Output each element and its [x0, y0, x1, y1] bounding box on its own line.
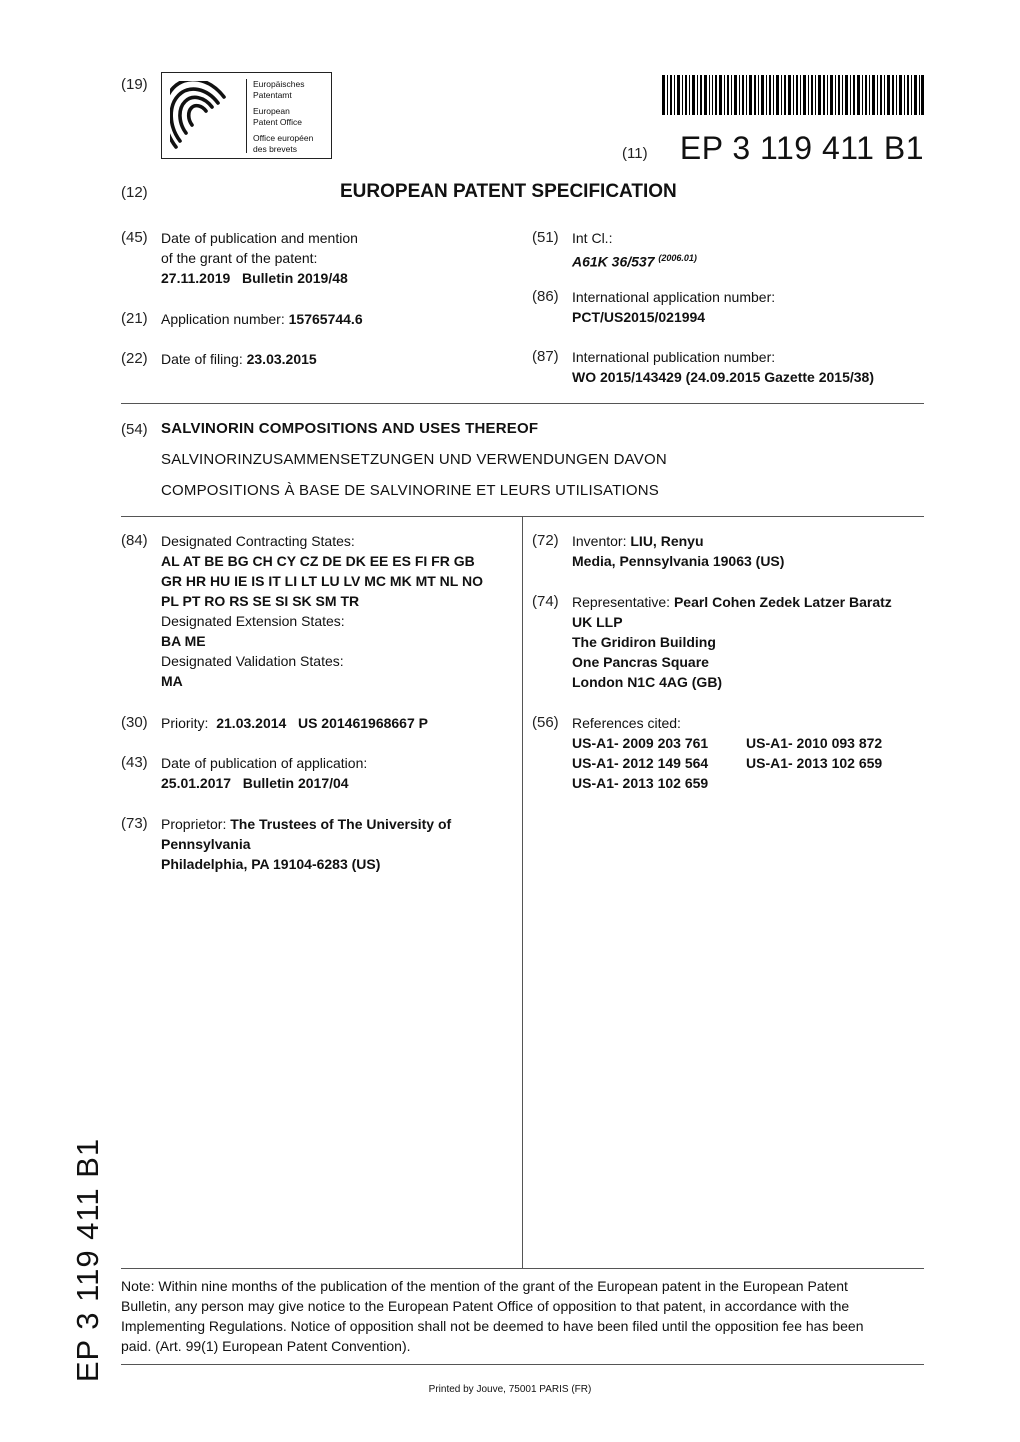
application-number: 15765744.6: [288, 311, 363, 327]
office-name-fr-1: Office européen: [253, 133, 314, 143]
contracting-states-line-2: GR HR HU IE IS IT LI LT LU LV MC MK MT NL NO: [161, 573, 483, 589]
column-divider: [522, 516, 523, 1268]
code-11: (11): [622, 145, 648, 162]
field-87: [572, 347, 874, 387]
application-number-label: Application number:: [161, 311, 289, 327]
divider: [121, 403, 924, 404]
side-publication-number-text: EP 3 119 411 B1: [70, 1137, 105, 1383]
reference-row: [572, 773, 882, 793]
note-line-2: Bulletin, any person may give notice to the European Patent Office of opposition to that patent, in accordance with the: [121, 1298, 850, 1314]
field-43: [161, 753, 367, 793]
representative-line-5: London N1C 4AG (GB): [572, 674, 723, 690]
office-name-en-1: European: [253, 106, 290, 116]
reference-row: [572, 753, 882, 773]
proprietor-line-1: The Trustees of The University of: [230, 816, 452, 832]
intl-pub-label: International publication number:: [572, 349, 776, 365]
field-45-label-2: of the grant of the patent:: [161, 250, 318, 266]
intl-app-label: International application number:: [572, 289, 776, 305]
representative-label: Representative:: [572, 594, 674, 610]
code-54: (54): [121, 421, 148, 438]
filing-date-label: Date of filing:: [161, 351, 247, 367]
reference: US-A1- 2013 102 659: [572, 775, 709, 791]
office-name-fr-2: des brevets: [253, 143, 297, 154]
office-names: [253, 79, 313, 154]
epo-logo-icon: [170, 81, 242, 153]
reference: US-A1- 2012 149 564: [572, 755, 709, 771]
inventor-address: Media, Pennsylvania 19063 (US): [572, 553, 785, 569]
code-21: (21): [121, 310, 148, 327]
opposition-note: [121, 1276, 924, 1356]
representative-line-4: One Pancras Square: [572, 654, 709, 670]
note-line-3: Implementing Regulations. Notice of opposition shall not be deemed to have been filed until the opposition fee has been: [121, 1318, 864, 1334]
field-51: [572, 228, 697, 272]
int-cl-version: (2006.01): [658, 253, 697, 263]
title-de: SALVINORINZUSAMMENSETZUNGEN UND VERWENDUNGEN DAVON: [161, 451, 667, 468]
logo-divider: [246, 79, 247, 153]
printer-footer: Printed by Jouve, 75001 PARIS (FR): [428, 1384, 592, 1395]
code-73: (73): [121, 815, 148, 832]
divider: [121, 1268, 924, 1269]
reference: US-A1- 2010 093 872: [746, 735, 883, 751]
reference: US-A1- 2013 102 659: [746, 755, 883, 771]
inventor-label: Inventor:: [572, 533, 631, 549]
epo-logo: [161, 72, 332, 159]
code-56: (56): [532, 714, 559, 731]
extension-states: BA ME: [161, 633, 206, 649]
code-72: (72): [532, 532, 559, 549]
note-line-4: paid. (Art. 99(1) European Patent Convention).: [121, 1338, 411, 1354]
publication-number: EP 3 119 411 B1: [679, 130, 924, 166]
code-43: (43): [121, 754, 148, 771]
field-72: [572, 531, 784, 571]
inventor-name: LIU, Renyu: [630, 533, 704, 549]
references-label: References cited:: [572, 715, 681, 731]
reference: US-A1- 2009 203 761: [572, 735, 709, 751]
representative-line-2: UK LLP: [572, 614, 623, 630]
contracting-states-label: Designated Contracting States:: [161, 533, 355, 549]
code-51: (51): [532, 229, 559, 246]
app-pub-bulletin: Bulletin 2017/04: [242, 775, 349, 791]
grant-bulletin: Bulletin 2019/48: [241, 270, 348, 286]
office-name-de-2: Patentamt: [253, 89, 292, 100]
field-74: [572, 592, 892, 692]
proprietor-label: Proprietor:: [161, 816, 231, 832]
code-84: (84): [121, 532, 148, 549]
field-45-label-1: Date of publication and mention: [161, 230, 358, 246]
field-56: [572, 713, 882, 793]
code-30: (30): [121, 714, 148, 731]
app-pub-label: Date of publication of application:: [161, 755, 368, 771]
code-12: (12): [121, 184, 148, 201]
title-fr: COMPOSITIONS À BASE DE SALVINORINE ET LEURS UTILISATIONS: [161, 482, 659, 499]
field-21: [161, 309, 363, 329]
priority-label: Priority:: [161, 715, 213, 731]
filing-date: 23.03.2015: [246, 351, 317, 367]
representative-line-3: The Gridiron Building: [572, 634, 716, 650]
representative-line-1: Pearl Cohen Zedek Latzer Baratz: [673, 594, 892, 610]
code-87: (87): [532, 348, 559, 365]
field-86: [572, 287, 775, 327]
proprietor-line-3: Philadelphia, PA 19104-6283 (US): [161, 856, 381, 872]
contracting-states-line-3: PL PT RO RS SE SI SK SM TR: [161, 593, 360, 609]
validation-states-label: Designated Validation States:: [161, 653, 344, 669]
field-22: [161, 349, 317, 369]
app-pub-date: 25.01.2017: [161, 775, 232, 791]
grant-date: 27.11.2019: [161, 270, 231, 286]
field-45: [161, 228, 358, 288]
validation-states: MA: [161, 673, 183, 689]
office-name-de-1: Europäisches: [253, 79, 305, 89]
field-30: [161, 713, 428, 733]
code-19: (19): [121, 76, 148, 93]
int-cl-label: Int Cl.:: [572, 230, 613, 246]
reference-row: [572, 733, 882, 753]
priority-value: 21.03.2014 US 201461968667 P: [216, 715, 428, 731]
document-type: EUROPEAN PATENT SPECIFICATION: [340, 181, 677, 202]
barcode-icon: [662, 75, 924, 115]
intl-pub-number: WO 2015/143429 (24.09.2015 Gazette 2015/38): [572, 369, 874, 385]
contracting-states-line-1: AL AT BE BG CH CY CZ DE DK EE ES FI FR GB: [161, 553, 475, 569]
proprietor-line-2: Pennsylvania: [161, 836, 251, 852]
field-73: [161, 814, 451, 874]
intl-app-number: PCT/US2015/021994: [572, 309, 706, 325]
code-74: (74): [532, 593, 559, 610]
code-86: (86): [532, 288, 559, 305]
side-publication-number: [68, 1137, 108, 1383]
divider: [121, 1364, 924, 1365]
extension-states-label: Designated Extension States:: [161, 613, 345, 629]
title-en: SALVINORIN COMPOSITIONS AND USES THEREOF: [161, 420, 539, 437]
code-45: (45): [121, 229, 148, 246]
code-22: (22): [121, 350, 148, 367]
note-line-1: Note: Within nine months of the publication of the mention of the grant of the European patent in the European Patent: [121, 1278, 848, 1294]
int-cl-value: A61K 36/537: [572, 253, 655, 270]
field-84: [161, 531, 483, 691]
office-name-en-2: Patent Office: [253, 116, 302, 127]
